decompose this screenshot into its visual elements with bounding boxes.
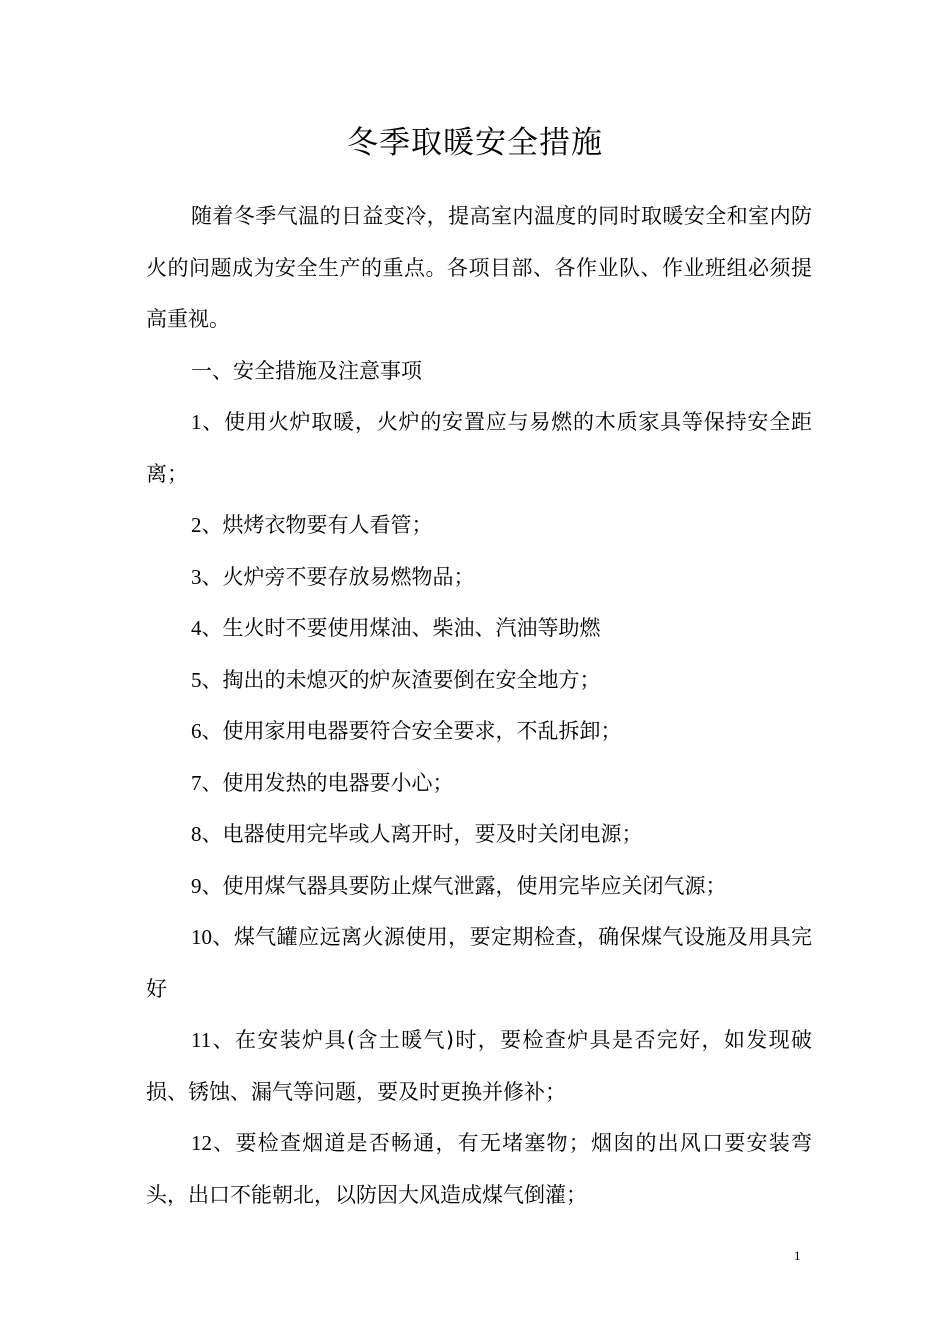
list-item <box>146 706 812 758</box>
item-text: 、烘烤衣物要有人看管； <box>201 513 433 537</box>
item-text: 、使用发热的电器要小心； <box>201 770 454 795</box>
list-item <box>146 861 812 913</box>
page-number: 1 <box>794 1248 801 1263</box>
item-text: 、使用火炉取暖，火炉的安置应与易燃的木质家具等保持安全距离； <box>146 410 812 486</box>
list-item <box>146 500 812 552</box>
item-number: 10 <box>191 925 212 949</box>
list-item <box>146 655 812 707</box>
item-text: 、煤气罐应远离火源使用，要定期检查，确保煤气设施及用具完好 <box>146 925 812 1001</box>
item-text: 、电器使用完毕或人离开时，要及时关闭电源； <box>201 822 643 846</box>
item-number: 4 <box>191 616 202 640</box>
list-item <box>146 552 812 604</box>
document-body <box>146 191 812 1221</box>
item-text: 、火炉旁不要存放易燃物品； <box>201 564 475 589</box>
list-item <box>146 809 812 861</box>
item-number: 12 <box>191 1131 212 1155</box>
item-text: 、掏出的未熄灭的炉灰渣要倒在安全地方； <box>201 667 601 692</box>
list-item <box>146 912 812 1015</box>
intro-paragraph: 随着冬季气温的日益变冷，提高室内温度的同时取暖安全和室内防火的问题成为安全生产的重点。各项目部、各作业队、作业班组必须提高重视。 <box>146 204 812 331</box>
section-heading: 一、安全措施及注意事项 <box>191 358 422 383</box>
item-text: 、在安装炉具(含土暖气)时，要检查炉具是否完好，如发现破损、锈蚀、漏气等问题，要及时更换并修补； <box>146 1028 812 1104</box>
list-item <box>146 397 812 500</box>
item-text: 、使用煤气器具要防止煤气泄露，使用完毕应关闭气源； <box>201 873 727 898</box>
document-title: 冬季取暖安全措施 <box>347 125 603 161</box>
item-number: 6 <box>191 719 202 743</box>
list-item <box>146 1015 812 1118</box>
item-number: 11 <box>191 1028 212 1052</box>
list-item <box>146 1118 812 1221</box>
item-text: 、要检查烟道是否畅通，有无堵塞物；烟囱的出风口要安装弯头，出口不能朝北，以防因大风造成煤气倒灌； <box>146 1131 812 1207</box>
item-number: 1 <box>191 410 202 434</box>
item-text: 、生火时不要使用煤油、柴油、汽油等助燃 <box>201 616 601 640</box>
item-number: 2 <box>191 513 202 537</box>
item-number: 8 <box>191 822 202 846</box>
item-number: 3 <box>191 564 202 589</box>
item-number: 5 <box>191 667 202 692</box>
list-item <box>146 758 812 810</box>
item-number: 9 <box>191 873 202 898</box>
list-item <box>146 603 812 655</box>
item-number: 7 <box>191 770 202 795</box>
item-text: 、使用家用电器要符合安全要求，不乱拆卸； <box>201 719 622 743</box>
